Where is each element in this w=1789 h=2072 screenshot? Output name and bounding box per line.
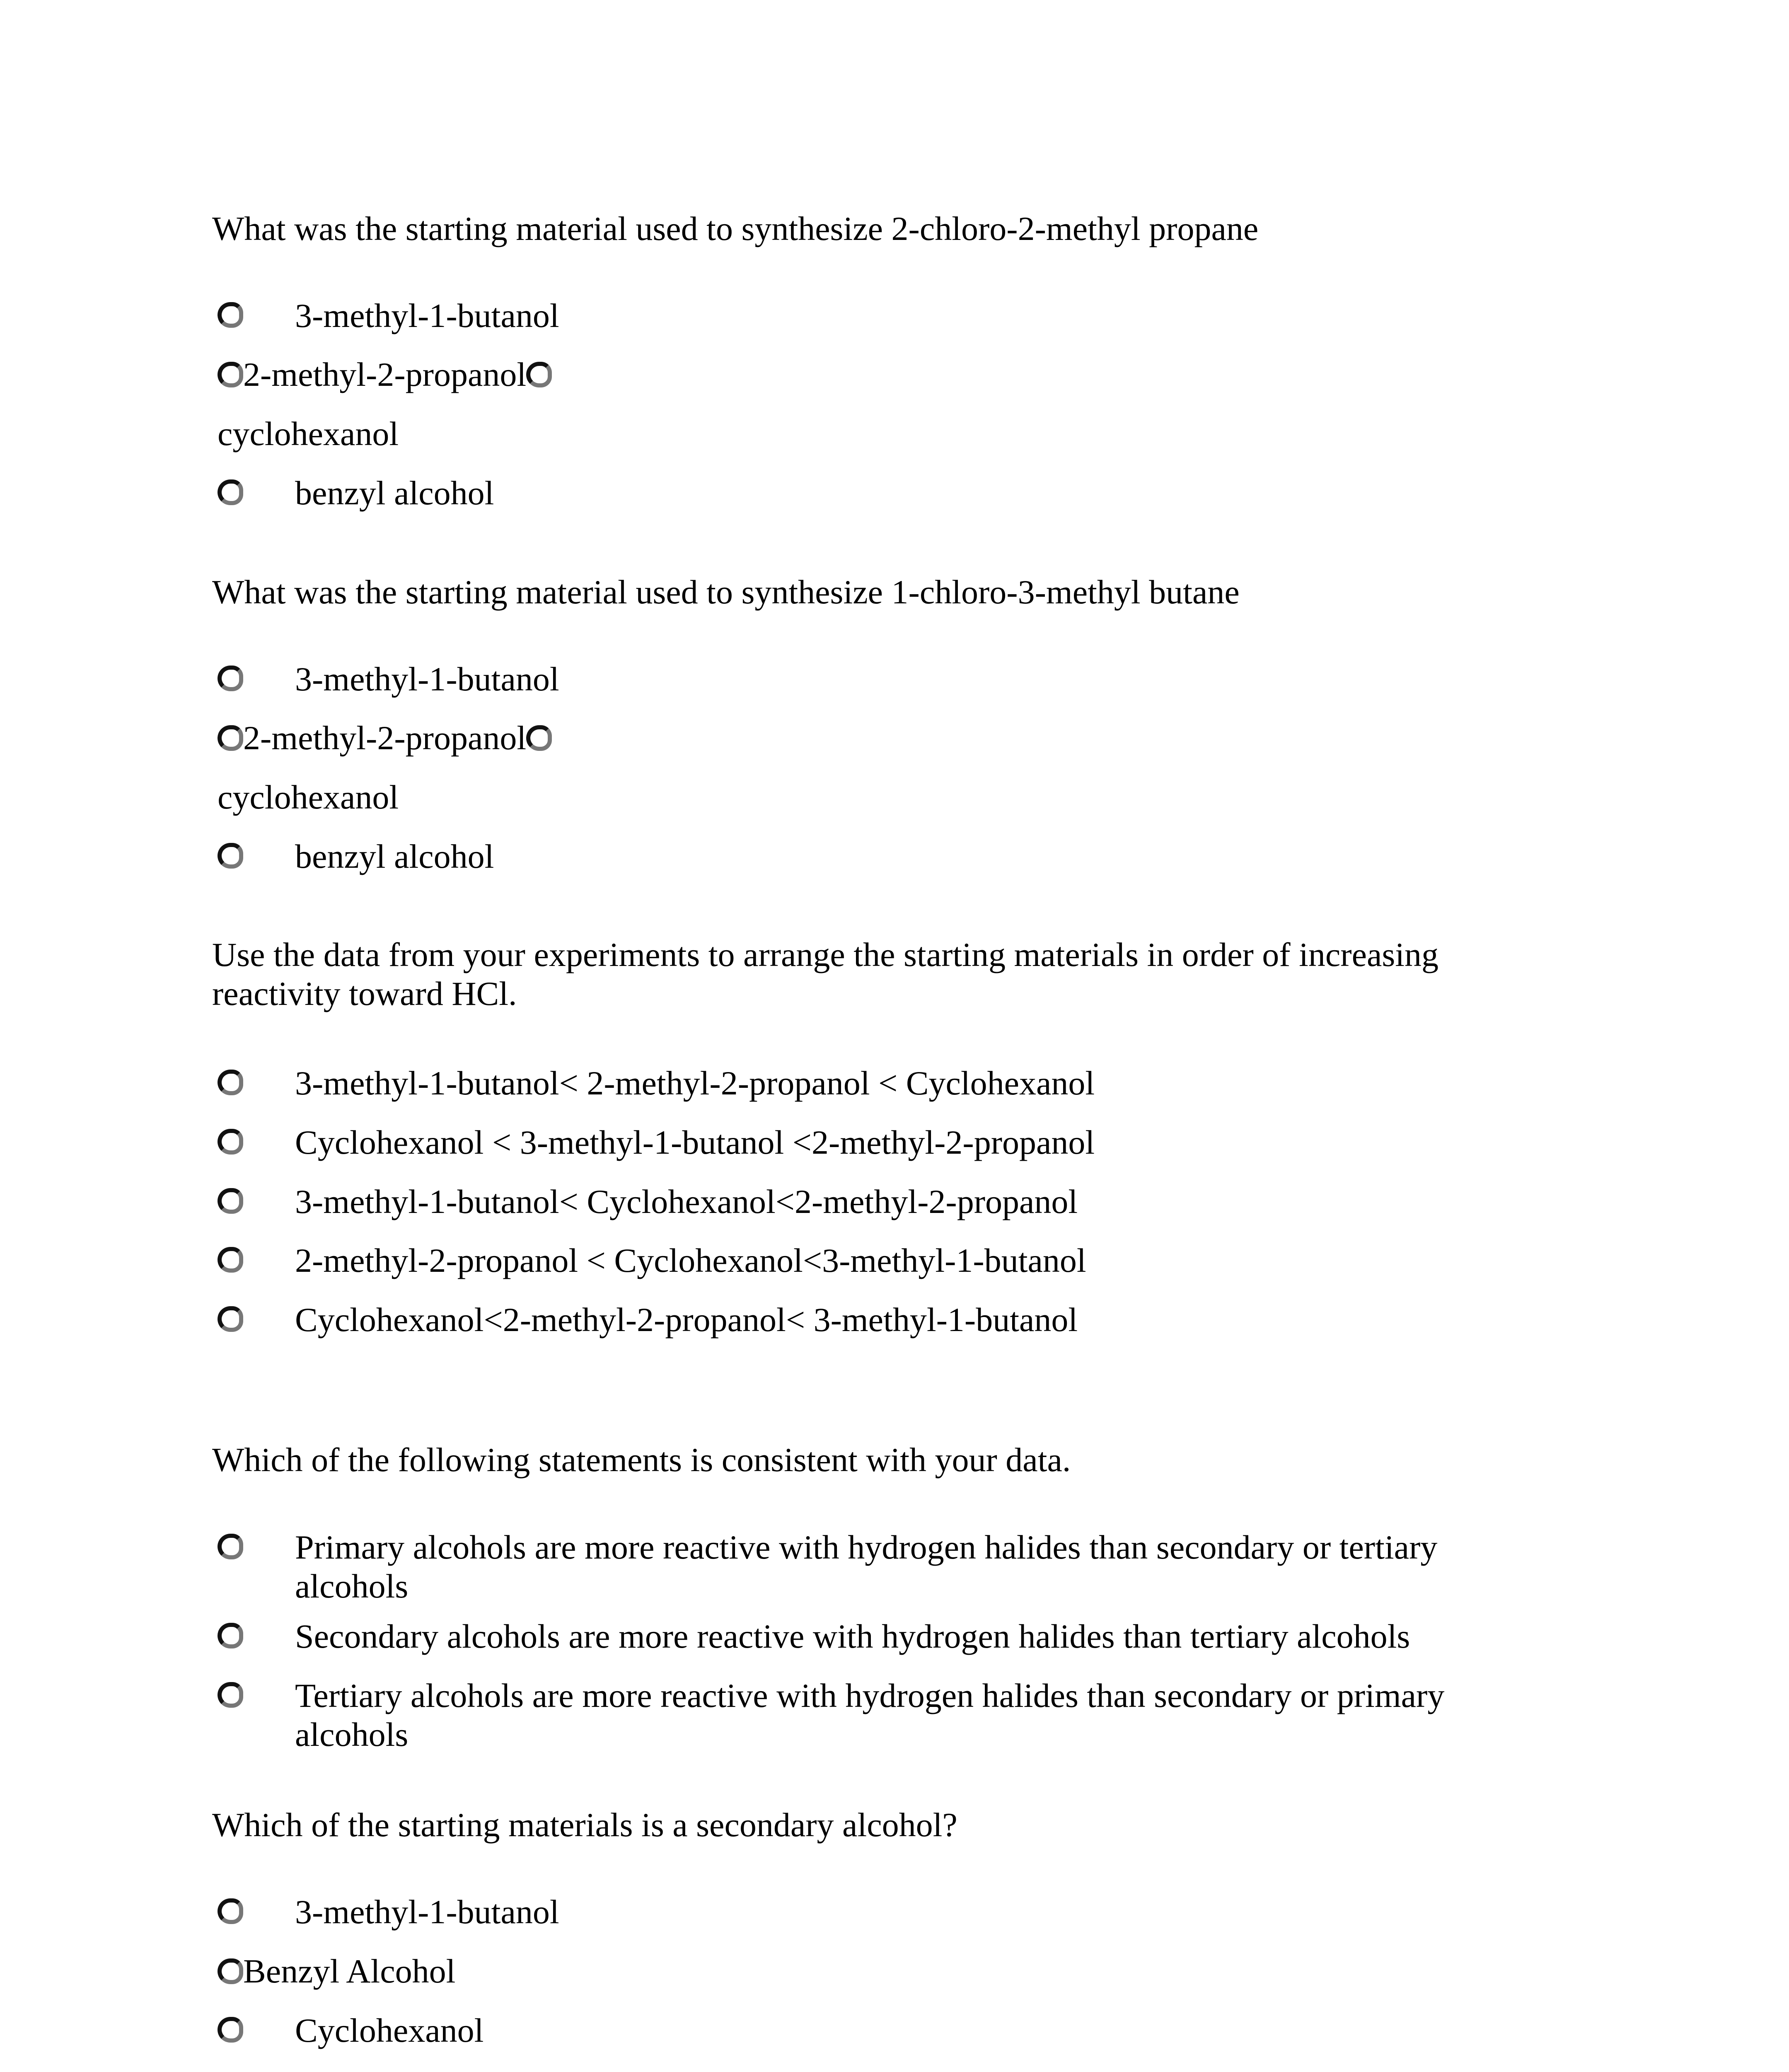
radio-button-icon[interactable]: [218, 1682, 243, 1708]
option-label: Cyclohexanol: [295, 2011, 484, 2049]
radio-button-icon[interactable]: [218, 1306, 243, 1332]
q1-option-3[interactable]: cyclohexanol: [218, 415, 399, 453]
option-label: 2-methyl-2-propanol: [243, 356, 527, 393]
radio-button-icon[interactable]: [218, 362, 243, 387]
q1-option-2[interactable]: [218, 355, 552, 394]
question-4-text: Which of the following statements is consistent with your data.: [212, 1441, 1071, 1479]
radio-button-icon[interactable]: [218, 302, 243, 328]
radio-button-icon[interactable]: [218, 1898, 243, 1924]
option-label: 3-methyl-1-butanol: [295, 1893, 559, 1931]
option-label: 3-methyl-1-butanol: [295, 660, 559, 698]
radio-button-icon[interactable]: [218, 2017, 243, 2043]
radio-button-icon[interactable]: [218, 1623, 243, 1648]
option-label: 3-methyl-1-butanol< 2-methyl-2-propanol < Cyclohexanol: [295, 1064, 1095, 1102]
radio-button-icon[interactable]: [218, 1958, 243, 1984]
option-label: Primary alcohols are more reactive with hydrogen halides than secondary or tertiary alcohols: [295, 1528, 1438, 1605]
q2-option-3[interactable]: cyclohexanol: [218, 778, 399, 816]
radio-button-icon[interactable]: [526, 362, 552, 387]
radio-button-icon[interactable]: [218, 1188, 243, 1214]
option-label: benzyl alcohol: [295, 474, 494, 512]
question-1-text: What was the starting material used to synthesize 2-chloro-2-methyl propane: [212, 210, 1259, 247]
option-label: 2-methyl-2-propanol < Cyclohexanol<3-methyl-1-butanol: [295, 1242, 1086, 1279]
option-label: Tertiary alcohols are more reactive with hydrogen halides than secondary or primary alcohols: [295, 1677, 1445, 1754]
option-label: benzyl alcohol: [295, 838, 494, 875]
radio-button-icon[interactable]: [218, 666, 243, 691]
radio-button-icon[interactable]: [218, 1070, 243, 1095]
option-label: Secondary alcohols are more reactive with hydrogen halides than tertiary alcohols: [295, 1617, 1410, 1655]
q5-option-2[interactable]: [218, 1952, 455, 1991]
option-label: Benzyl Alcohol: [243, 1952, 456, 1990]
option-label: Cyclohexanol<2-methyl-2-propanol< 3-methyl-1-butanol: [295, 1301, 1078, 1339]
radio-button-icon[interactable]: [218, 1129, 243, 1155]
question-3-text: Use the data from your experiments to arrange the starting materials in order of increasing reactivity toward HCl.: [212, 936, 1439, 1013]
radio-button-icon[interactable]: [218, 843, 243, 869]
radio-button-icon[interactable]: [526, 725, 552, 751]
radio-button-icon[interactable]: [218, 1534, 243, 1559]
radio-button-icon[interactable]: [218, 725, 243, 751]
question-2-text: What was the starting material used to synthesize 1-chloro-3-methyl butane: [212, 573, 1240, 611]
question-5-text: Which of the starting materials is a secondary alcohol?: [212, 1806, 957, 1844]
option-label: 2-methyl-2-propanol: [243, 719, 527, 757]
q2-option-2[interactable]: [218, 719, 552, 758]
radio-button-icon[interactable]: [218, 1247, 243, 1273]
option-label: 3-methyl-1-butanol: [295, 297, 559, 334]
option-label: Cyclohexanol < 3-methyl-1-butanol <2-methyl-2-propanol: [295, 1123, 1095, 1161]
option-label: 3-methyl-1-butanol< Cyclohexanol<2-methyl-2-propanol: [295, 1183, 1078, 1220]
radio-button-icon[interactable]: [218, 479, 243, 505]
